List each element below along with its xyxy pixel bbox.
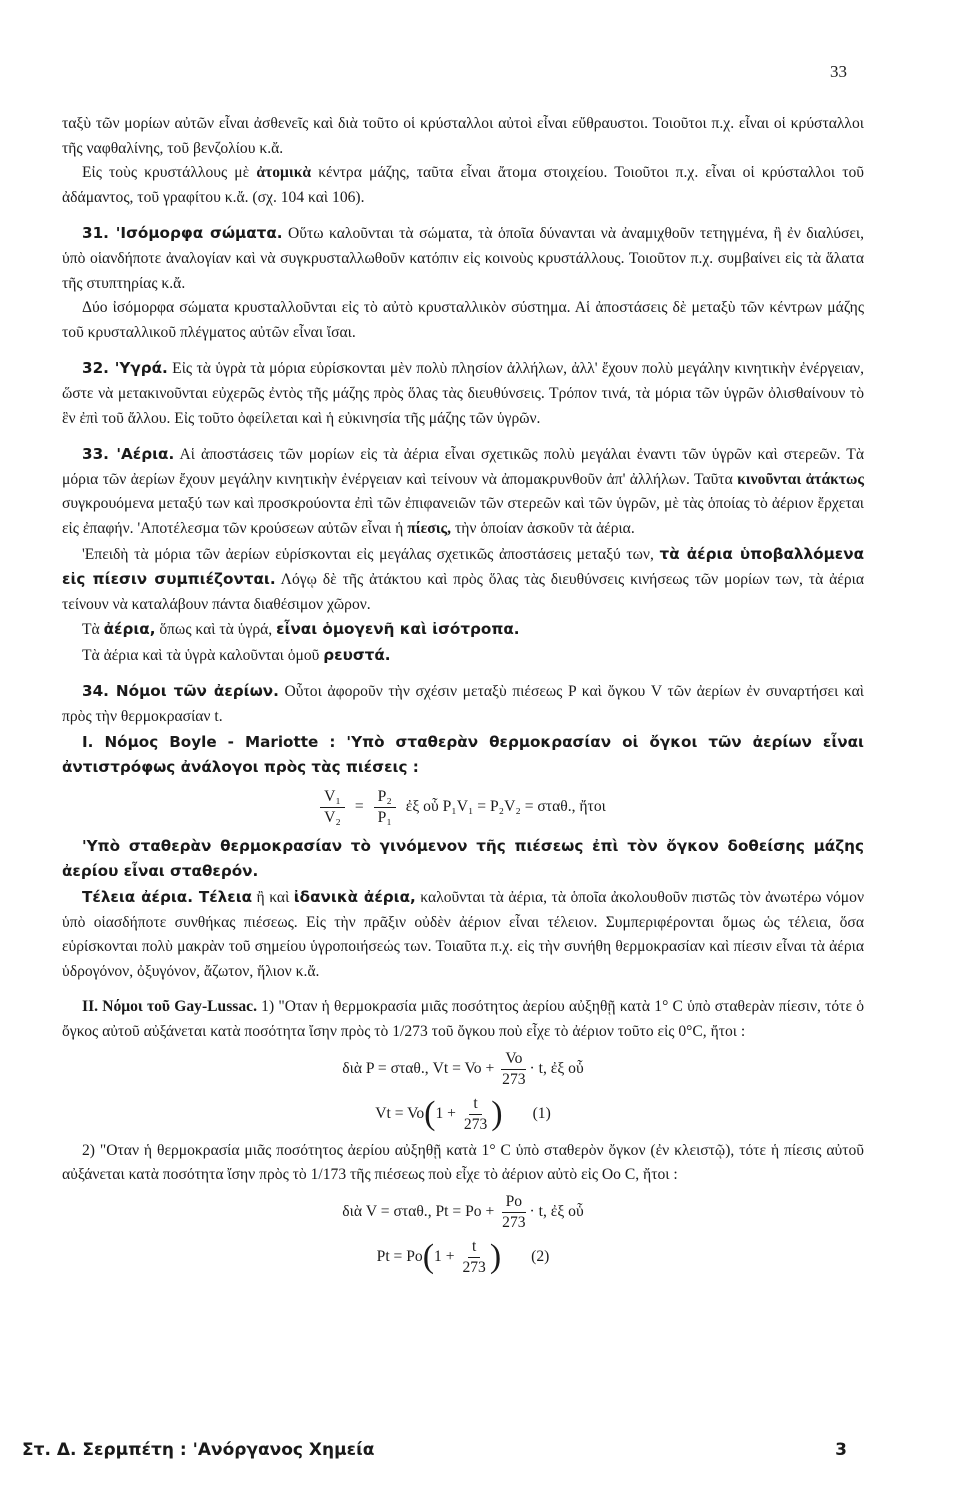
law-2-text-1: 1) "Οταν ἡ θερμοκρασία μιᾶς ποσότητος ἀερίου αὐξηθῇ κατὰ 1° C ὑπὸ σταθερὰν πίεσιν, τότε ὁ ὄγκος αὐτοῦ αὐξάνεται κατὰ ποσότητα ἴσην πρὸς τὸ 1/273 τοῦ ὄγκου ποὺ εἶχε τὸ ἀέριον τοῦτο εἰς 0°C, ἤτοι : [62,998,864,1040]
paragraph-molecular-crystals: ταξὺ τῶν μορίων αὐτῶν εἶναι ἀσθενεῖς καὶ διὰ τοῦτο οἱ κρύσταλλοι αὐτοὶ εἶναι εὔθραυστοι. Τοιοῦτοι π.χ. εἶναι οἱ κρύσταλλοι τῆς ναφθαλίνης, τοῦ βενζολίου κ.ἄ. [62,115,864,157]
law-1-statement: 'Υπὸ σταθερὰν θερμοκρασίαν οἱ ὄγκοι τῶν ἀερίων εἶναι ἀντιστρόφως ἀνάλογοι πρὸς τὰς πιέσεις : [62,732,864,777]
equation-part: · t, ἐξ οὗ [529,1202,584,1220]
fraction-denominator: 273 [502,1070,526,1088]
equation-part: Vt = Vo [375,1104,425,1122]
section-33-paragraph-3 [62,617,864,643]
text-fragment: συγκρουόμενα μεταξύ των καὶ προσκρούοντα ἐπὶ τῶν ἐπιφανειῶν τῶν στερεῶν καὶ τῶν ὑγρῶν, μὲ τὰς ὁποίας τὸ ἀέριον ἔρχεται εἰς ἐπαφήν. 'Αποτέλεσμα τῶν κρούσεων αὐτῶν εἶναι ἡ [62,495,864,537]
ideal-gases-paragraph [62,885,864,984]
fraction-t-273 [458,1237,489,1278]
law-gay-lussac [62,995,864,1044]
section-32-text: Εἰς τὰ ὑγρὰ τὰ μόρια εὑρίσκονται μὲν πολὺ πλησίον ἀλλήλων, ἀλλ' ἔχουν πολὺ μεγάλην κινητικὴν ἐνέργειαν, ὥστε νὰ μετακινοῦνται εὐχερῶς ἐντὸς τῆς μάζης πρὸς ὅλας τὰς διευθύνσεις. Τρόπον τινά, τὰ μόρια τῶν ὑγρῶν ὀλισθαίνουν τὸ ἓν ἐπὶ τοῦ ἄλλου. Εἰς τοῦτο ὀφείλεται καὶ ἡ εὐκινησία τῆς μάζης τῶν ὑγρῶν. [62,360,864,427]
fraction-p2-p1 [374,787,396,828]
text-fragment: Αἱ ἀποστάσεις τῶν μορίων εἰς τὰ ἀέρια εἶναι σχετικῶς πολὺ μεγάλαι ἐναντι τῶν ὑγρῶν καὶ στερεῶν. Τὰ μόρια τῶν ἀερίων ἔχουν μεγάλην κινητικὴν ἐνέργειαν καὶ τείνουν νὰ ἀπομακρυνθοῦν ἀπ' ἀλλήλων. Ταῦτα [62,446,864,488]
section-31 [62,221,864,296]
equation-number: (2) [531,1247,550,1265]
fraction-numerator: Po [502,1192,526,1213]
text-fragment: ἢ καὶ [252,889,294,907]
section-31-text: Οὕτω καλοῦνται τὰ σώματα, τὰ ὁποῖα δύνανται νὰ ἀναμιχθοῦν τετηγμένα, ἢ ἐν διαλύσει, ὑπὸ οἱανδήποτε ἀναλογίαν καὶ νὰ συγκρυσταλλωθοῦν κατόπιν εἰς κοινοὺς κρυστάλλους. Τοιοῦτον π.χ. συμβαίνει εἰς τὰ ἅλατα τῆς στυπτηρίας κ.ἄ. [62,225,864,292]
left-paren: ( [424,1095,436,1133]
emphasis-ideal: Τέλεια ἀέρια. Τέλεια [82,888,253,907]
text-fragment: Εἰς τοὺς κρυστάλλους μὲ [82,164,257,182]
emphasis-gases: ἀέρια, [103,620,156,639]
fraction-denominator: V₂ [324,808,341,826]
law-1-label: I. Νόμος Boyle - Mariotte : [82,732,336,751]
fraction-numerator: t [468,1237,480,1258]
page-number: 33 [830,62,847,81]
emphasis-pressure: πίεσις, [407,519,452,537]
footer-author-title: Στ. Δ. Σερμπέτη : 'Ανόργανος Χημεία [22,1440,375,1460]
right-paren: ) [491,1095,503,1133]
emphasis-fluids: ρευστά. [323,645,391,664]
emphasis-ideal-gases: ἰδανικὰ ἀέρια, [293,888,416,907]
law-2-label: II. Νόμοι τοῦ Gay-Lussac. [82,998,257,1016]
section-33-heading: 33. 'Αέρια. [82,445,175,464]
footer-signature-mark: 3 [835,1440,847,1460]
equation-part: Pt = Po [376,1247,423,1265]
text-fragment: Τὰ ἀέρια καὶ τὰ ὑγρὰ καλοῦνται ὁμοῦ [82,646,324,664]
text-fragment: 'Επειδὴ τὰ μόρια τῶν ἀερίων εὑρίσκονται εἰς μεγάλας σχετικῶς ἀποστάσεις μεταξύ των, [82,545,660,563]
section-33 [62,442,864,541]
text-fragment: Τὰ [82,621,104,639]
right-paren: ) [489,1238,502,1276]
law-restated: 'Υπὸ σταθερὰν θερμοκρασίαν τὸ γινόμενον τῆς πιέσεως ἐπὶ τὸν ὄγκον δοθείσης μάζης ἀερίου εἶναι σταθερόν. [62,836,864,881]
equation-volume-1 [62,1049,864,1090]
fraction-po-273 [498,1192,529,1233]
fraction-numerator: t [469,1094,481,1115]
text-fragment: καλοῦνται τὰ ἀέρια, τὰ ὁποῖα ἀκολουθοῦν πιστῶς τὸν ἀνωτέρω νόμον ὑπὸ οἱασδήποτε συνθήκας πιέσεως. Εἰς τὴν πρᾶξιν οὐδὲν ἀέριον εἶναι τέλειον. Συμπεριφέρονται ὅμως ὡς τέλεια, ὅσα εὑρίσκονται πολὺ μακρὰν τοῦ σημείου ὑγροποιήσεώς των. Τοιαῦτα π.χ. εἰς τὴν συνήθη θερμοκρασίαν καὶ πίεσιν εἶναι τὰ ἀέρια ὑδρογόνον, ὀξυγόνον, ἄζωτον, ἥλιον κ.ἄ. [62,889,864,980]
text-fragment: τὴν ὁποίαν ἀσκοῦν τὰ ἀέρια. [451,519,635,537]
emphasis-atomic: ἀτομικὰ [256,164,312,182]
fraction-numerator: P₂ [374,787,396,808]
emphasis-compressed: τὰ ἀέρια ὑποβαλλόμενα εἰς πίεσιν συμπιέζονται. [62,544,864,589]
equation-part: διὰ P = σταθ., Vt = Vo + [342,1059,495,1077]
equals-sign: = [354,798,364,816]
emphasis-homogeneous: εἶναι ὁμογενῆ καὶ ἰσότροπα. [276,620,520,639]
section-32-heading: 32. 'Υγρά. [82,359,168,378]
equation-pressure-1 [62,1192,864,1233]
law-boyle-mariotte [62,730,864,781]
section-34-heading: 34. Νόμοι τῶν ἀερίων. [82,682,279,701]
equation-part: · t, ἐξ οὗ [529,1059,584,1077]
fraction-denominator: 273 [463,1115,488,1133]
text-fragment: ὅπως καὶ τὰ ὑγρά, [155,621,277,639]
fraction-vo-273 [498,1049,529,1090]
section-34 [62,679,864,729]
text-fragment: Λόγῳ δὲ τῆς ἀτάκτου καὶ πρὸς ὅλας τὰς διευθύνσεις κινήσεως τῶν μορίων των, τὰ ἀέρια τείνουν νὰ καταλάβουν πάντα διαθέσιμον χῶρον. [62,571,864,613]
equation-number: (1) [532,1104,551,1122]
equation-part: 1 + [435,1104,456,1122]
fraction-denominator: 273 [462,1258,486,1276]
equation-tail: ἐξ οὗ P₁V₁ = P₂V₂ = σταθ., ἤτοι [405,798,606,816]
boyle-equation [62,787,864,828]
fraction-v1-v2 [320,787,345,828]
section-32 [62,356,864,431]
section-31-heading: 31. 'Ισόμορφα σώματα. [82,224,283,243]
paragraph-atomic-crystals [62,161,864,210]
left-paren: ( [422,1238,435,1276]
section-33-paragraph-4 [62,643,864,669]
equation-part: διὰ V = σταθ., Pt = Po + [342,1202,495,1220]
equation-part: 1 + [434,1247,455,1265]
boyle-restatement [62,834,864,885]
page-body [62,112,864,1282]
section-34-text: Οὗτοι ἀφοροῦν τὴν σχέσιν μεταξὺ πιέσεως P καὶ ὄγκου V τῶν ἀερίων ἐν συναρτήσει καὶ πρὸς τὴν θερμοκρασίαν t. [62,683,864,726]
fraction-denominator: 273 [502,1213,526,1231]
fraction-numerator: Vo [501,1049,526,1070]
section-31-paragraph-2: Δύο ἰσόμορφα σώματα κρυσταλλοῦνται εἰς τὸ αὐτὸ κρυσταλλικὸν σύστημα. Αἱ ἀποστάσεις δὲ μεταξὺ τῶν κέντρων μάζης τοῦ κρυσταλλικοῦ πλέγματος αὐτῶν εἶναι ἴσαι. [62,299,864,341]
section-33-paragraph-2 [62,542,864,618]
equation-volume-2 [62,1094,864,1135]
law-2-paragraph-2: 2) "Οταν ἡ θερμοκρασία μιᾶς ποσότητος ἀερίου αὐξηθῇ κατὰ 1° C ὑπὸ σταθερὸν ὄγκον (ἐν κλειστῷ), τότε ἡ πίεσις αὐτοῦ αὐξάνεται κατὰ ποσότητα ἴσην πρὸς τὸ 1/173 τῆς πιέσεως ποὺ εἶχε τὸ ἀέριον αὐτὸ εἰς Oo C, ἤτοι : [62,1141,864,1184]
fraction-numerator: V₁ [320,787,345,808]
fraction-t-273 [460,1094,491,1135]
text-fragment: κέντρα μάζης, ταῦτα εἶναι ἄτομα στοιχείου. Τοιοῦτοι π.χ. εἶναι οἱ κρύσταλλοι τοῦ ἀδάμαντος, τοῦ γραφίτου κ.ἄ. (σχ. 104 καὶ 106). [62,164,865,206]
equation-pressure-2 [62,1237,864,1278]
fraction-denominator: P₁ [377,808,392,826]
emphasis-random-motion: κινοῦνται ἀτάκτως [737,470,864,488]
